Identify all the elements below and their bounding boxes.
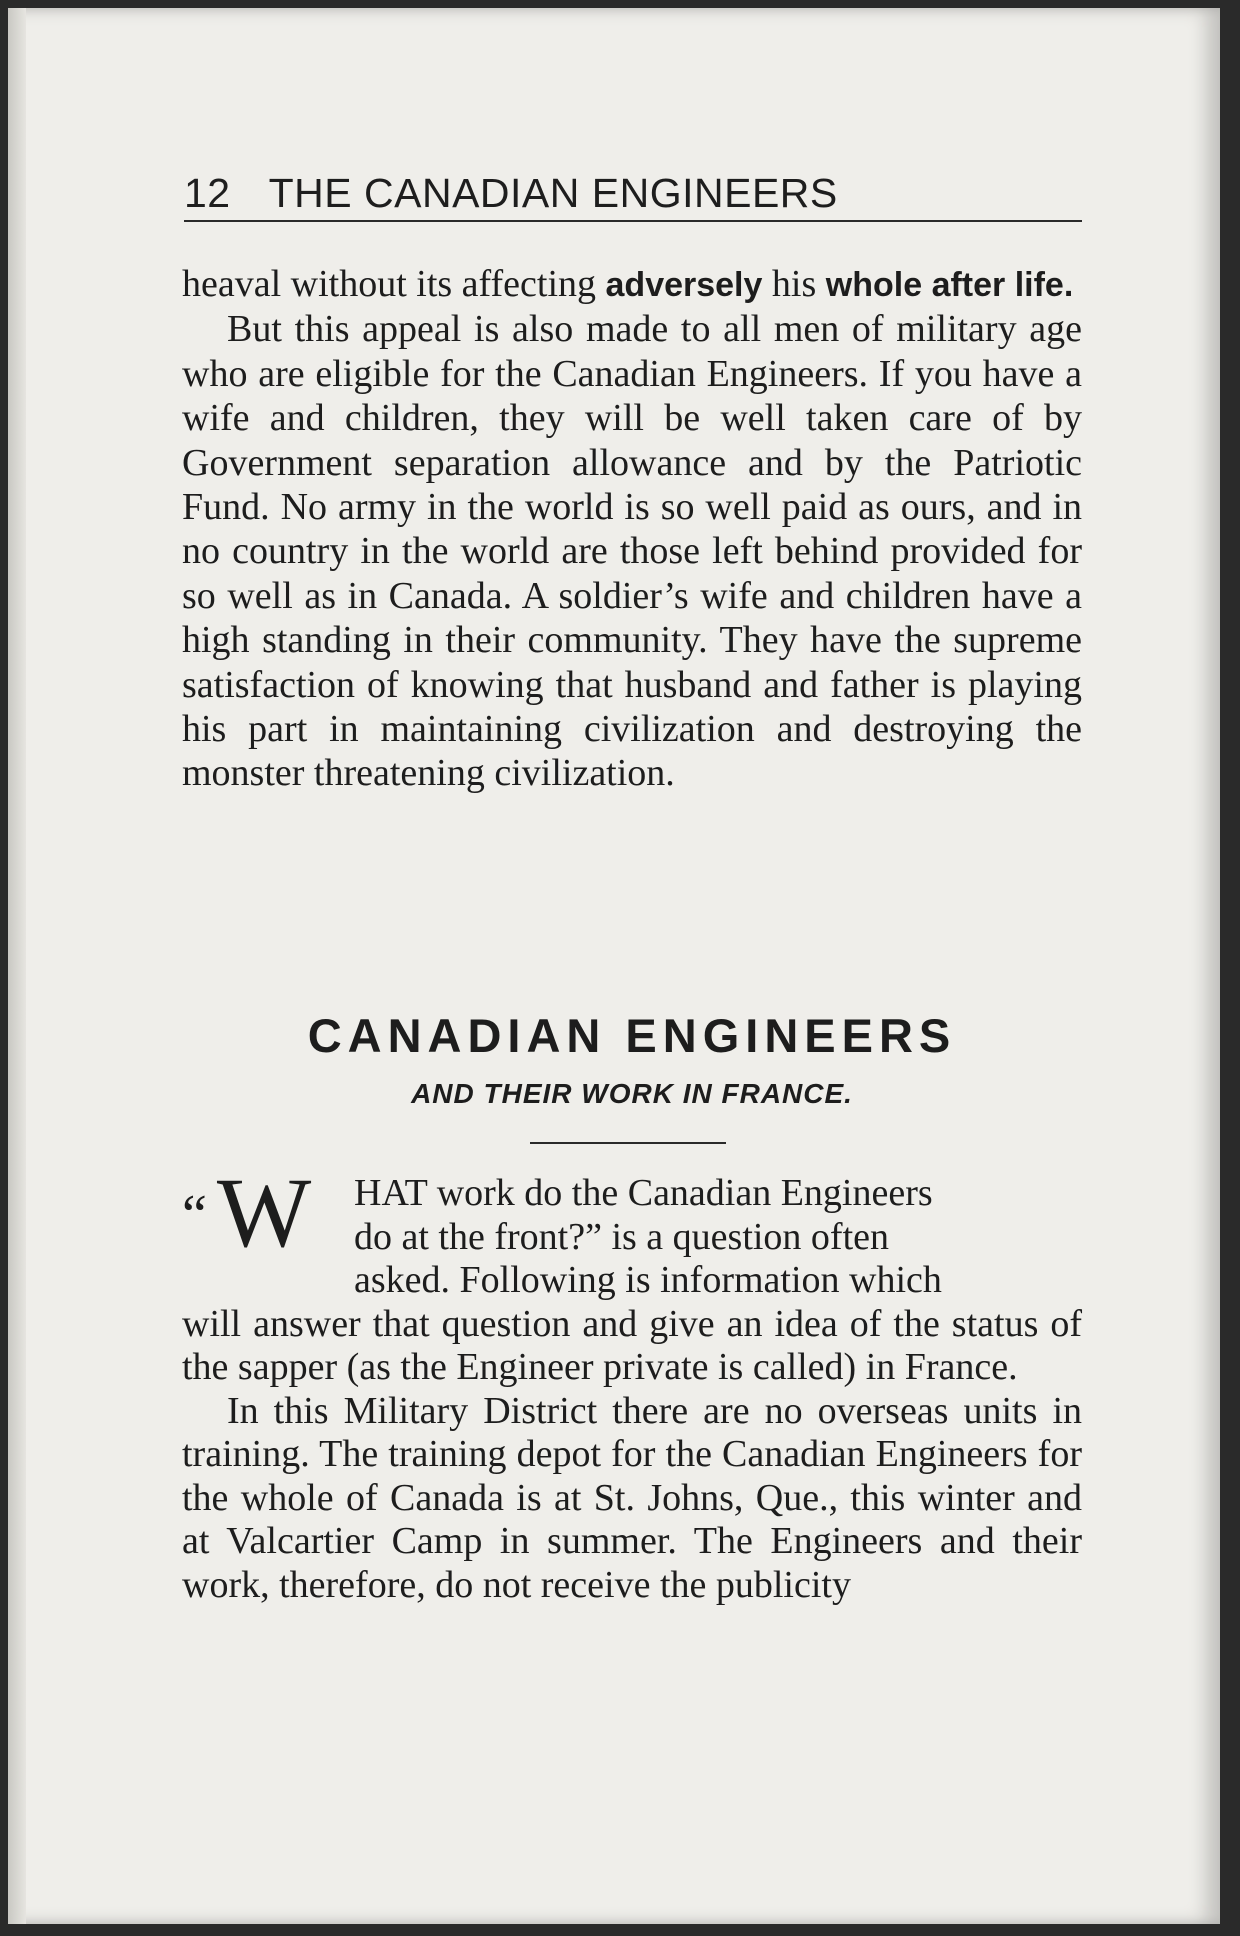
body-text-top bbox=[182, 262, 1082, 796]
bold-word: adversely bbox=[605, 266, 763, 304]
paragraph-line: asked. Following is information which bbox=[354, 1259, 942, 1301]
paragraph-continued bbox=[182, 262, 1082, 307]
section-title: CANADIAN ENGINEERS bbox=[307, 1009, 957, 1062]
bold-phrase: whole after life. bbox=[825, 266, 1074, 304]
opening-quote: “ bbox=[182, 1184, 207, 1246]
paragraph-military-district: In this Military District there are no overseas units in training. The training depot for the Canadian Engineers for the whole of Canada is at St. Johns, Que., this winter and at Valcartier Camp in summer. The Engineers and their work, therefore, do not receive the publicity bbox=[182, 1389, 1082, 1606]
paragraph-text: his bbox=[762, 263, 826, 305]
page-number: 12 bbox=[184, 170, 231, 216]
body-text-bottom bbox=[182, 1172, 1082, 1607]
paragraph-line: HAT work do the Canadian Engineers bbox=[354, 1172, 933, 1214]
drop-cap-letter: W bbox=[216, 1157, 312, 1268]
paragraph-appeal: But this appeal is also made to all men of military age who are eligible for the Canadian Engineers. If you have a wife and children, they will be well taken care of by Government separation allowance and by the Patriotic Fund. No army in the world is so well paid as ours, and in no country in the world are those left behind provided for so well as in Canada. A soldier’s wife and children have a high standing in their community. They have the supreme satisfaction of knowing that husband and father is playing his part in maintaining civilization and destroying the monster threatening civilization. bbox=[182, 308, 1082, 795]
paragraph-text: heaval without its affecting bbox=[182, 263, 606, 305]
section-divider bbox=[530, 1142, 726, 1144]
running-title: THE CANADIAN ENGINEERS bbox=[268, 170, 838, 216]
paragraph-question-rest: will answer that question and give an idea of the status of the sapper (as the Engineer private is called) in France. bbox=[182, 1302, 1082, 1388]
running-header bbox=[184, 166, 1082, 222]
page-binding-edge bbox=[8, 8, 26, 1924]
section-subtitle: AND THEIR WORK IN FRANCE. bbox=[411, 1078, 853, 1109]
paragraph-line: do at the front?” is a question often bbox=[354, 1215, 890, 1258]
